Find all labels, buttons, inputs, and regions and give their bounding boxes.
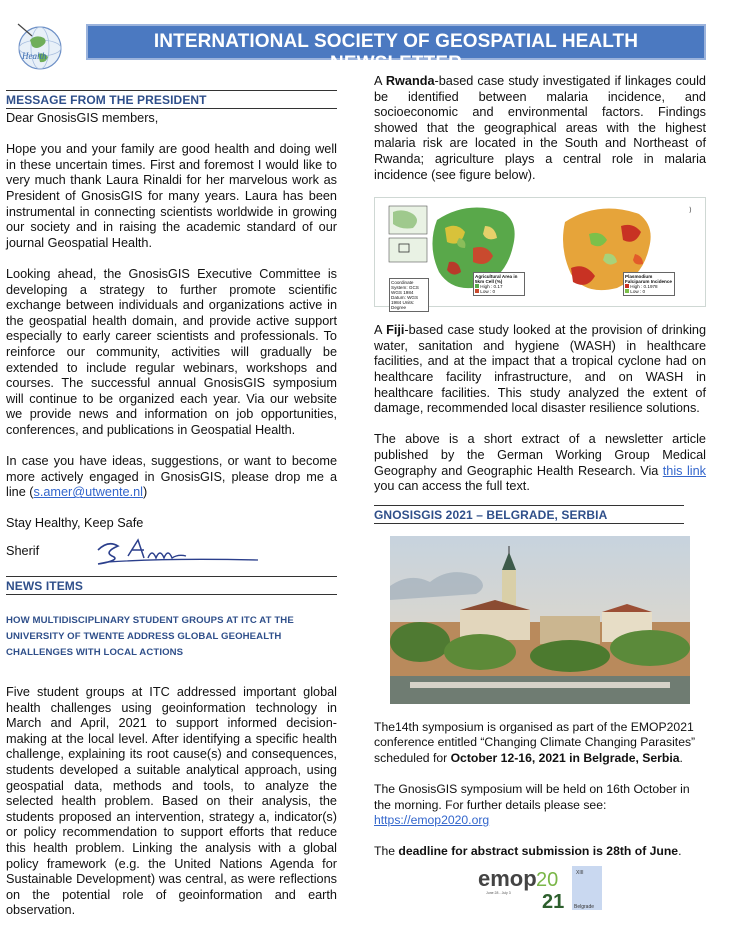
right-map-legend bbox=[623, 272, 675, 296]
right-legend-title: Plasmodium Falciparum Incidence bbox=[625, 274, 672, 285]
emop-website-link[interactable]: https://emop2020.org bbox=[374, 813, 490, 828]
emop-word: emop bbox=[478, 866, 537, 892]
left-legend-low bbox=[475, 289, 523, 294]
president-paragraph-1: Hope you and your family are good health and doing well in these uncertain times. First and foremost I would like to very much thank Laura Rinaldi for her marvelous work as President of GnosisGIS for many years. Laura has been instrumental in connecting scientists worldwide in growing our society and in raising the academic standard of our journal Geospatial Health. bbox=[6, 142, 337, 250]
emop-logo-block bbox=[374, 860, 706, 920]
rwanda-paragraph bbox=[374, 74, 706, 183]
president-paragraph-2: Looking ahead, the GnosisGIS Executive Committee is developing a strategy to further promote scientific exchange between individuals and organizations active in the geospatial health domain, and provide active support especially to early career scientists and professionals. To reinforce our community, activities will gradually be extended to include regular webinars, workshops and courses. The successful annual GnosisGIS symposium will continue to be organized each year. Via our website we provide news and information on job opportunities, conferences, and publications in Geospatial Health. bbox=[6, 266, 337, 437]
right-legend-high-text: High : 0.1978 bbox=[630, 284, 658, 290]
fiji-prefix: A bbox=[374, 323, 387, 338]
belgrade-city-photo bbox=[390, 536, 690, 704]
contact-text: In case you have ideas, suggestions, or want to become more actively engaged in GnosisGIS, please drop me a line ( bbox=[6, 454, 337, 500]
emop-city: Belgrade bbox=[574, 904, 595, 911]
news-item-title bbox=[6, 613, 337, 661]
abstract-deadline: deadline for abstract submission is 28th of June bbox=[398, 844, 679, 859]
symposium-paragraph-1 bbox=[374, 720, 706, 767]
symposium-details-text: The GnosisGIS symposium will be held on 16th October in the morning. For further details please see: bbox=[374, 782, 690, 812]
symposium-heading: GNOSISGIS 2021 – BELGRADE, SERBIA bbox=[374, 505, 684, 524]
news-item-body: Five student groups at ITC addressed important global health challenges using geoinformation technology in March and April, 2021 to support informed decision-making at the local level. After identifying a specific health challenge, explaining its root cause(s) and consequences, students developed a suitable analytical approach, using geospatial data, methods and tools, to analyze the selected health problem. Based on their analysis, the students proposed an intervention, strategy a, indicator(s) or policy recommendation to support efforts that reduce this health problem. Linking the analysis with a global policy framework (e.g. the United Nations Agenda for Sustainable Development) was central, as were reflections on the potential role of geoinformation and earth observation. bbox=[6, 685, 337, 918]
right-column bbox=[374, 74, 706, 920]
extract-paragraph bbox=[374, 432, 706, 494]
symposium-text-end: . bbox=[679, 750, 683, 765]
fiji-paragraph bbox=[374, 323, 706, 417]
president-heading: MESSAGE FROM THE PRESIDENT bbox=[6, 90, 337, 109]
newsletter-title: INTERNATIONAL SOCIETY OF GEOSPATIAL HEALTH NEWSLETTER bbox=[153, 31, 639, 74]
left-column bbox=[6, 90, 337, 919]
news-title-line-3: CHALLENGES WITH LOCAL ACTIONS bbox=[6, 647, 184, 659]
news-title-line-2: UNIVERSITY OF TWENTE ADDRESS GLOBAL GEOHEALTH bbox=[6, 631, 282, 643]
emop-logo bbox=[476, 860, 608, 914]
emop-roman: XIII bbox=[576, 870, 584, 877]
emop-dates: June 28 - July 3 bbox=[486, 891, 511, 896]
news-title-line-1: HOW MULTIDISCIPLINARY STUDENT GROUPS AT ITC AT THE bbox=[6, 615, 294, 627]
symposium-date-location: October 12-16, 2021 in Belgrade, Serbia bbox=[450, 750, 680, 765]
rwanda-prefix: A bbox=[374, 74, 386, 88]
signature-block bbox=[6, 544, 337, 576]
symposium-paragraph-2 bbox=[374, 782, 706, 829]
deadline-suffix: . bbox=[678, 844, 682, 859]
svg-text:⟩: ⟩ bbox=[689, 207, 692, 215]
fiji-bold: Fiji bbox=[386, 323, 405, 338]
logo-text: Health bbox=[22, 51, 47, 61]
president-name: Sherif bbox=[6, 544, 40, 559]
left-legend-low-text: Low : 0 bbox=[480, 289, 496, 295]
left-legend-title: Agricultural Area in 5km Cell (%) bbox=[475, 274, 518, 285]
symposium-text: The14th symposium is organised as part of the EMOP2021 conference entitled “Changing Climate Changing Parasites” scheduled for bbox=[374, 719, 696, 765]
globe-logo bbox=[8, 14, 68, 74]
rwanda-map-figure bbox=[374, 197, 706, 311]
rwanda-text: -based case study investigated if linkages could be identified between malaria incidence, and socioeconomic and environmental factors. Findings showed that the geographical areas with the highest malaria risk are located in the South and Northeast of Rwanda; agriculture plays a central role in malaria incidence (see figure below). bbox=[374, 74, 706, 182]
extract-text-end: you can access the full text. bbox=[374, 479, 530, 494]
left-map-legend bbox=[473, 272, 525, 296]
full-text-link[interactable]: this link bbox=[662, 463, 707, 478]
fiji-text: -based case study looked at the provision of drinking water, sanitation and hygiene (WASH) in healthcare facilities, and at the impact that a tropical cyclone had on healthcare facility infrastructure, and on WASH in healthcare facilities. This study analyzed the extent of damage, recommended local disaster resilience solutions. bbox=[374, 323, 706, 416]
news-heading: NEWS ITEMS bbox=[6, 576, 337, 595]
left-legend-high-text: High : 0.17 bbox=[480, 284, 503, 290]
right-legend-low bbox=[625, 289, 673, 294]
president-paragraph-3 bbox=[6, 454, 337, 501]
newsletter-banner bbox=[86, 24, 706, 74]
closing-line: Stay Healthy, Keep Safe bbox=[6, 516, 144, 531]
email-link[interactable]: s.amer@utwente.nl bbox=[33, 485, 143, 500]
president-greeting: Dear GnosisGIS members, bbox=[6, 111, 159, 125]
handwritten-signature bbox=[88, 536, 263, 570]
coordinate-system-label: Coordinate System: GCS WGS 1984 Datum: WGS 1984 Units: Degree bbox=[389, 278, 429, 312]
symposium-paragraph-3 bbox=[374, 844, 706, 860]
deadline-prefix: The bbox=[374, 844, 399, 859]
contact-text-end: ) bbox=[143, 485, 148, 500]
emop-number-top: 20 bbox=[536, 869, 559, 892]
right-legend-low-text: Low : 0 bbox=[630, 289, 646, 295]
extract-text: The above is a short extract of a newsletter article published by the German Working Group Medical Geography and Geographic Health Research. Via bbox=[374, 432, 706, 478]
rwanda-bold: Rwanda bbox=[385, 74, 435, 88]
emop-number-bottom: 21 bbox=[542, 891, 565, 914]
